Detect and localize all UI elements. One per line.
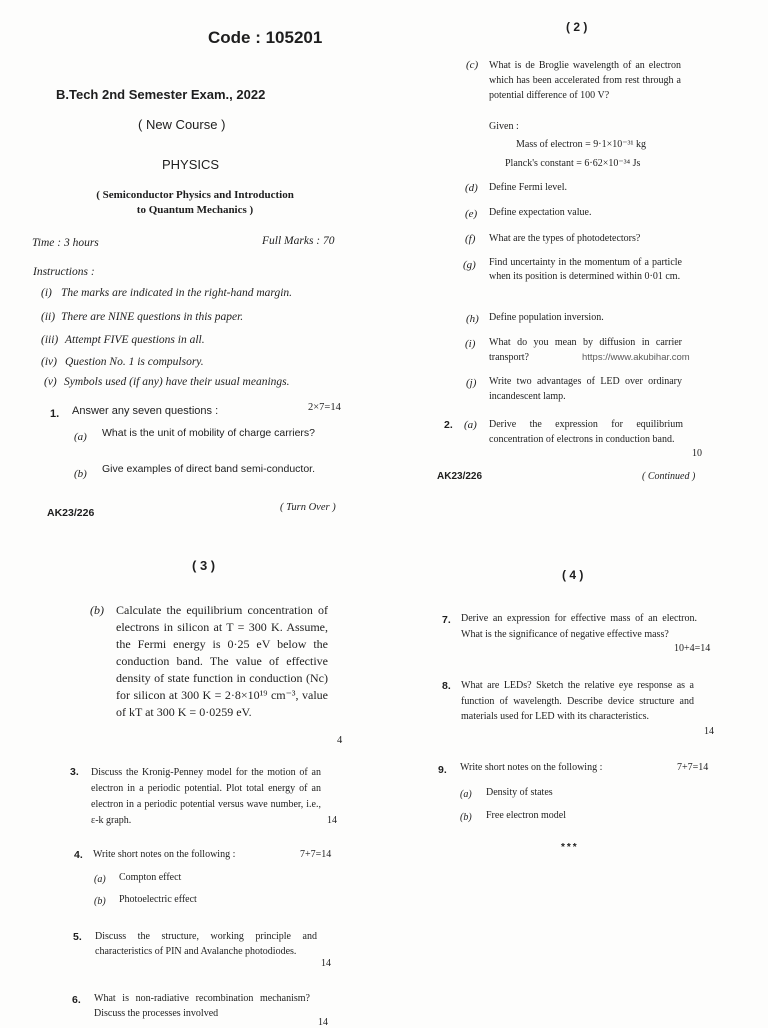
instruction-1	[41, 287, 292, 299]
question-1-number: 1.	[50, 408, 60, 420]
question-3-marks: 14	[327, 815, 337, 826]
subject-title: PHYSICS	[162, 157, 220, 172]
q1b-text: Give examples of direct band semi-conductor.	[102, 463, 316, 475]
question-8-text: What are LEDs? Sketch the relative eye response as a function of wavelength. Describe device structure and materials used for LED with its characteristics.	[461, 680, 694, 722]
question-8-number: 8.	[442, 680, 451, 692]
planck-constant: Planck's constant = 6·62×10⁻³⁴ Js	[505, 158, 641, 169]
q9b-text: Free electron model	[486, 810, 566, 821]
q2a-text: Derive the expression for equilibrium concentration of electrons in conduction band.	[489, 419, 683, 445]
footer-code: AK23/226	[437, 471, 483, 482]
instruction-number: (iii)	[41, 334, 59, 346]
electron-mass: Mass of electron = 9·1×10⁻³¹ kg	[516, 139, 647, 150]
question-9-text: Write short notes on the following :	[460, 762, 603, 773]
q1h-label: (h)	[466, 313, 479, 325]
instruction-number: (iv)	[41, 356, 57, 368]
instruction-2	[41, 311, 243, 323]
q9a-text: Density of states	[486, 787, 553, 798]
question-5-number: 5.	[73, 931, 82, 943]
q1d-label: (d)	[465, 182, 478, 194]
question-6-number: 6.	[72, 994, 81, 1006]
q1g-label: (g)	[463, 259, 476, 271]
instruction-3	[41, 334, 205, 346]
question-2-number: 2.	[444, 419, 453, 431]
instruction-5	[44, 376, 290, 388]
q1e-label: (e)	[465, 208, 478, 220]
q1d-text: Define Fermi level.	[489, 182, 568, 193]
instructions-heading: Instructions :	[33, 266, 95, 278]
question-3-number: 3.	[70, 766, 79, 778]
question-5-marks: 14	[321, 958, 331, 969]
q4b-text: Photoelectric effect	[119, 894, 197, 905]
footer-note: ( Continued )	[642, 471, 696, 482]
footer-note: ( Turn Over )	[280, 502, 336, 513]
q1a-text: What is the unit of mobility of charge carriers?	[102, 427, 316, 439]
q4a-label: (a)	[94, 874, 106, 885]
question-6-text: What is non-radiative recombination mechanism? Discuss the processes involved	[94, 993, 310, 1019]
watermark-url: https://www.akubihar.com	[582, 352, 690, 363]
given-label: Given :	[489, 121, 519, 132]
page-number: ( 4 )	[562, 568, 584, 582]
q9b-label: (b)	[460, 812, 472, 823]
footer-code: AK23/226	[47, 507, 95, 519]
q1a-label: (a)	[74, 431, 87, 443]
instruction-text: There are NINE questions in this paper.	[61, 311, 244, 323]
instruction-text: The marks are indicated in the right-hand margin.	[61, 287, 293, 299]
paper-name	[40, 188, 350, 218]
question-1-marks: 2×7=14	[308, 402, 341, 413]
q2b-label: (b)	[90, 603, 104, 617]
time-allowed: Time : 3 hours	[32, 237, 99, 249]
course-label: ( New Course )	[138, 117, 226, 132]
q9a-label: (a)	[460, 789, 472, 800]
question-8-marks: 14	[704, 726, 714, 737]
paper-code: Code : 105201	[208, 28, 323, 47]
instruction-number: (v)	[44, 376, 57, 388]
question-1-text: Answer any seven questions :	[72, 405, 219, 417]
q1i-label: (i)	[465, 338, 476, 350]
question-9-marks: 7+7=14	[677, 762, 709, 773]
q1j-label: (j)	[466, 377, 477, 389]
full-marks: Full Marks : 70	[262, 235, 335, 247]
end-mark: ***	[561, 842, 579, 853]
q1e-text: Define expectation value.	[489, 207, 592, 218]
q4a-text: Compton effect	[119, 872, 182, 883]
question-4-number: 4.	[74, 849, 83, 861]
q1h-text: Define population inversion.	[489, 312, 604, 323]
page-number: ( 2 )	[566, 20, 588, 34]
q2b-text: Calculate the equilibrium concentration of electrons in silicon at T = 300 K. Assume, the Fermi energy is 0·25 eV below the conduction band. The value of effective density of state function in conduction (Nc) for silicon at 300 K = 2·8×10¹⁹ cm⁻³, value of kT at 300 K = 0·0259 eV.	[116, 603, 328, 719]
instruction-4	[41, 356, 204, 368]
question-9-number: 9.	[438, 764, 447, 776]
q1j-text: Write two advantages of LED over ordinary incandescent lamp.	[489, 376, 682, 402]
q1i-text: What do you mean by diffusion in carrier transport?	[489, 337, 682, 363]
instruction-number: (ii)	[41, 311, 56, 323]
q1c-label: (c)	[466, 59, 479, 71]
question-7-marks: 10+4=14	[674, 643, 711, 654]
q4b-label: (b)	[94, 896, 106, 907]
question-5-text: Discuss the structure, working principle and characteristics of PIN and Avalanche photodiodes.	[95, 931, 317, 957]
question-3-text: Discuss the Kronig-Penney model for the motion of an electron in a periodic potential. Plot total energy of an electron in a periodic potential versus wave number, i.e., ε-k graph.	[91, 767, 321, 826]
q1c-text: What is de Broglie wavelength of an electron which has been accelerated from rest through a potential difference of 100 V?	[489, 60, 681, 101]
paper-name-line1: ( Semiconductor Physics and Introduction	[96, 189, 294, 201]
question-4-marks: 7+7=14	[300, 849, 332, 860]
instruction-text: Symbols used (if any) have their usual meanings.	[64, 376, 290, 388]
question-7-number: 7.	[442, 614, 451, 626]
paper-name-line2: to Quantum Mechanics )	[136, 204, 254, 216]
instruction-text: Question No. 1 is compulsory.	[65, 356, 204, 368]
question-7-text: Derive an expression for effective mass of an electron. What is the significance of negative effective mass?	[461, 613, 697, 640]
instruction-number: (i)	[41, 287, 52, 299]
page-number: ( 3 )	[192, 558, 216, 573]
question-6-marks: 14	[318, 1017, 328, 1028]
q1g-text: Find uncertainty in the momentum of a particle when its position is determined within 0·01 cm.	[489, 257, 682, 282]
q2b-marks: 4	[337, 735, 343, 746]
q1b-label: (b)	[74, 468, 87, 480]
instruction-text: Attempt FIVE questions in all.	[65, 334, 205, 346]
q1f-text: What are the types of photodetectors?	[489, 233, 641, 244]
question-2-marks: 10	[692, 448, 702, 459]
q2a-label: (a)	[464, 419, 477, 431]
question-4-text: Write short notes on the following :	[93, 849, 236, 860]
exam-title: B.Tech 2nd Semester Exam., 2022	[56, 87, 266, 102]
q1f-label: (f)	[465, 233, 476, 245]
